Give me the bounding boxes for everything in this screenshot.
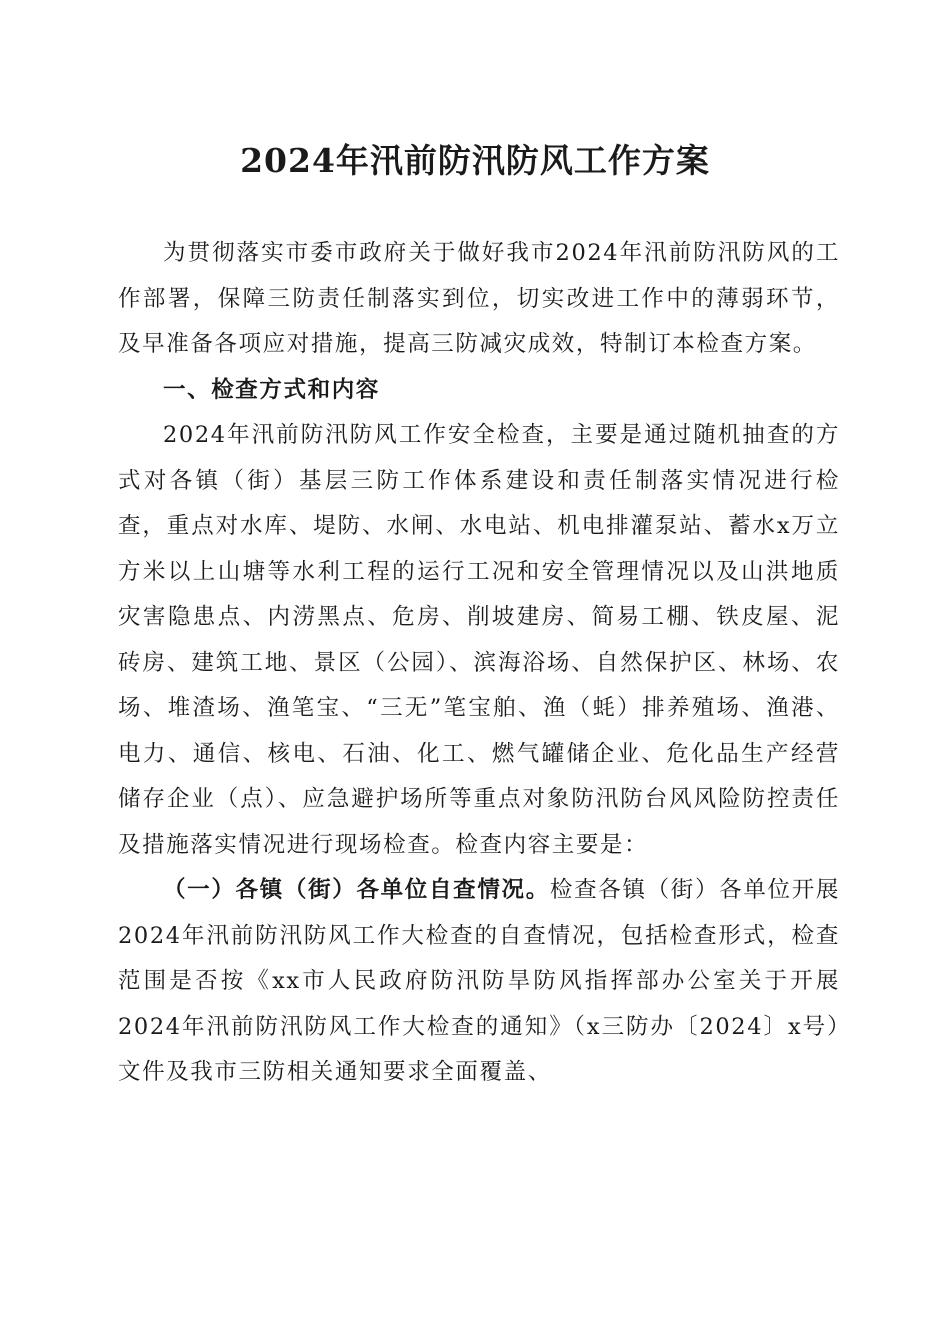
document-body <box>118 231 840 1096</box>
item-lead-self-inspection: （一）各镇（街）各单位自查情况。 <box>163 877 550 903</box>
section-heading-inspection-method: 一、检查方式和内容 <box>163 376 380 403</box>
item-text-self-inspection: 检查各镇（街）各单位开展2024年汛前防汛防风工作大检查的自查情况，包括检查形式，检查范围是否按《xx市人民政府防汛防旱防风指挥部办公室关于开展2024年汛前防汛防风工作大检查的通知》（x三防办〔2024〕x号）文件及我市三防相关通知要求全面覆盖、 <box>118 877 840 1085</box>
section-paragraph-inspection-scope: 2024年汛前防汛防风工作安全检查，主要是通过随机抽查的方式对各镇（街）基层三防工作体系建设和责任制落实情况进行检查，重点对水库、堤防、水闸、水电站、机电排灌泵站、蓄水x万立方米以上山塘等水利工程的运行工况和安全管理情况以及山洪地质灾害隐患点、内涝黑点、危房、削坡建房、简易工棚、铁皮屋、泥砖房、建筑工地、景区（公园）、滨海浴场、自然保护区、林场、农场、堆渣场、渔笔宝、“三无”笔宝舶、渔（蚝）排养殖场、渔港、电力、通信、核电、石油、化工、燃气罐储企业、危化品生产经营储存企业（点）、应急避护场所等重点对象防汛防台风风险防控责任及措施落实情况进行现场检查。检查内容主要是： <box>118 422 840 858</box>
intro-paragraph: 为贯彻落实市委市政府关于做好我市2024年汛前防汛防风的工作部署，保障三防责任制落实到位，切实改进工作中的薄弱环节，及早准备各项应对措施，提高三防减灾成效，特制订本检查方案。 <box>118 240 840 357</box>
item-paragraph-self-inspection <box>118 868 840 1096</box>
document-title: 2024年汛前防汛防风工作方案 <box>240 141 710 180</box>
